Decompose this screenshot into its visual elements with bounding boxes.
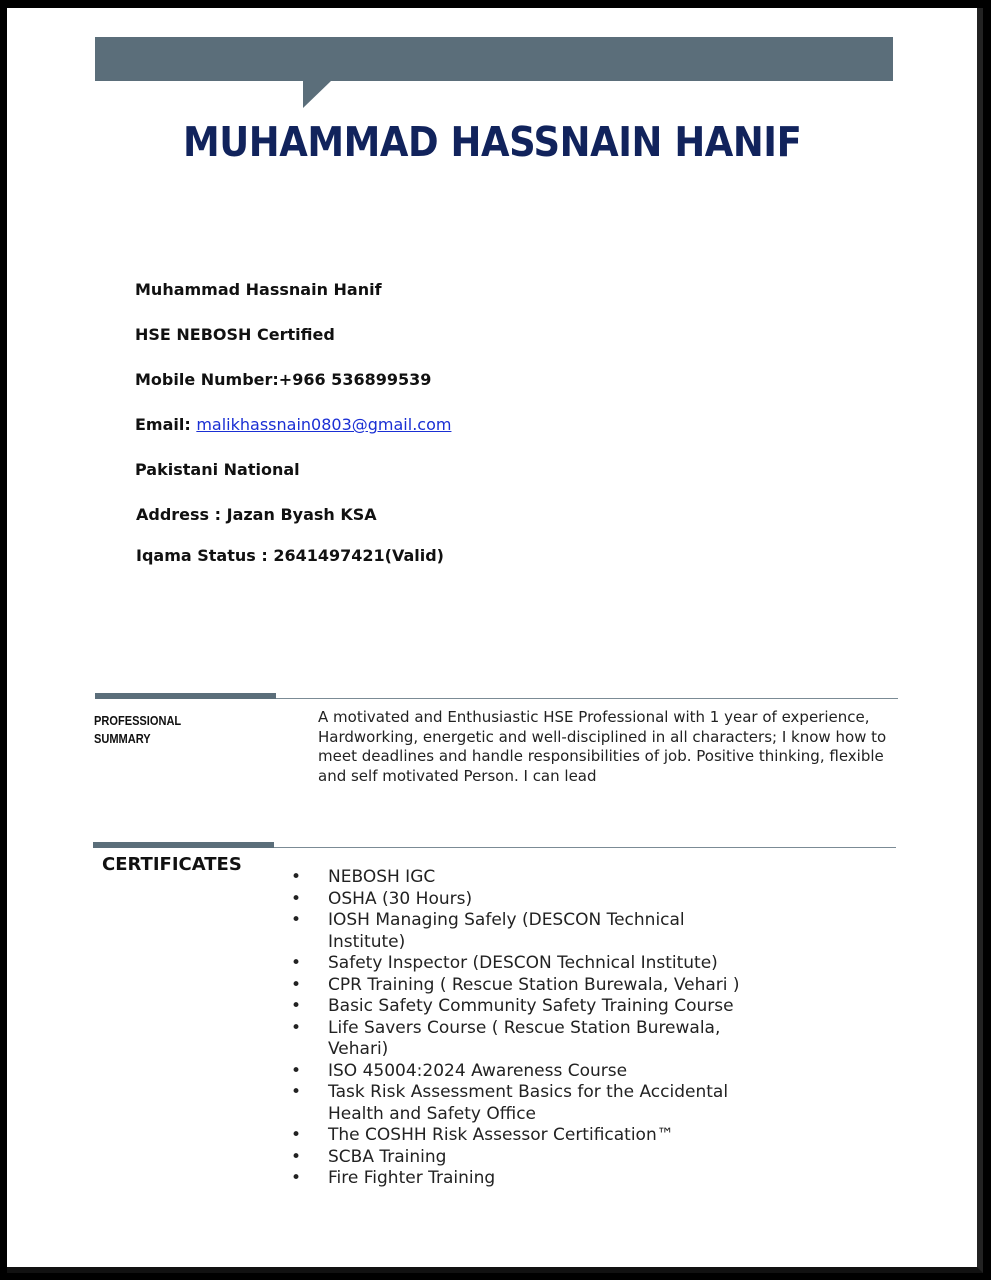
bullet-icon: • <box>290 1146 302 1167</box>
list-item <box>289 1082 759 1125</box>
certificate-label: The COSHH Risk Assessor Certification™ <box>328 1125 674 1145</box>
bullet-icon: • <box>290 1082 302 1102</box>
list-item <box>289 1147 759 1169</box>
list-item <box>289 1061 759 1083</box>
resume-page <box>7 8 983 1273</box>
certificate-label: NEBOSH IGC <box>328 867 436 887</box>
bullet-icon: • <box>290 1125 302 1145</box>
list-item <box>289 953 759 975</box>
certificate-label: OSHA (30 Hours) <box>328 888 473 909</box>
header-banner <box>95 37 893 81</box>
contact-email-label: Email: <box>135 415 191 434</box>
summary-divider-thin <box>276 698 898 699</box>
bullet-icon: • <box>290 953 302 973</box>
certificate-label: Fire Fighter Training <box>328 1168 496 1188</box>
list-item <box>289 1018 759 1061</box>
certificate-label: Life Savers Course ( Rescue Station Burewala, Vehari) <box>328 1017 721 1059</box>
bullet-icon: • <box>290 974 302 995</box>
list-item <box>289 867 759 889</box>
contact-mobile: Mobile Number:+966 536899539 <box>135 370 432 389</box>
list-item <box>289 975 759 997</box>
certificates-divider-thin <box>274 847 896 848</box>
certificate-label: Basic Safety Community Safety Training Course <box>328 996 734 1016</box>
certificate-label: SCBA Training <box>328 1146 447 1167</box>
bullet-icon: • <box>290 1168 302 1188</box>
certificate-label: IOSH Managing Safely (DESCON Technical Institute) <box>328 910 685 952</box>
summary-heading <box>94 712 181 748</box>
contact-name: Muhammad Hassnain Hanif <box>135 280 382 299</box>
list-item <box>289 996 759 1018</box>
contact-email-link[interactable]: malikhassnain0803@gmail.com <box>196 415 452 434</box>
summary-divider-thick <box>95 693 276 699</box>
bullet-icon: • <box>290 996 302 1016</box>
list-item <box>289 910 759 953</box>
contact-certification: HSE NEBOSH Certified <box>135 325 335 344</box>
contact-nationality: Pakistani National <box>135 460 300 479</box>
contact-address: Address : Jazan Byash KSA <box>136 505 377 524</box>
contact-iqama: Iqama Status : 2641497421(Valid) <box>136 546 444 565</box>
bullet-icon: • <box>290 888 302 909</box>
bullet-icon: • <box>290 1060 302 1081</box>
contact-email-row <box>135 415 451 434</box>
page-title: MUHAMMAD HASSNAIN HANIF <box>183 118 802 166</box>
summary-heading-line1: PROFESSIONAL <box>94 713 182 728</box>
header-banner-pointer <box>303 81 331 108</box>
certificate-label: Safety Inspector (DESCON Technical Institute) <box>328 953 718 973</box>
bullet-icon: • <box>290 867 302 887</box>
certificate-label: Task Risk Assessment Basics for the Accidental Health and Safety Office <box>328 1082 729 1124</box>
certificates-divider-thick <box>93 842 274 848</box>
summary-heading-line2: SUMMARY <box>94 731 151 746</box>
summary-text: A motivated and Enthusiastic HSE Professional with 1 year of experience, Hardworking, energetic and well-disciplined in all characters; I know how to meet deadlines and handle responsibilities of job. Positive thinking, flexible and self motivated Person. I can lead <box>318 708 887 785</box>
list-item <box>289 889 759 911</box>
certificates-heading: CERTIFICATES <box>102 854 242 875</box>
certificate-label: CPR Training ( Rescue Station Burewala, Vehari ) <box>328 974 740 995</box>
bullet-icon: • <box>290 1017 302 1038</box>
certificates-list <box>289 867 759 1190</box>
list-item <box>289 1125 759 1147</box>
certificate-label: ISO 45004:2024 Awareness Course <box>328 1060 628 1081</box>
bullet-icon: • <box>290 910 302 930</box>
list-item <box>289 1168 759 1190</box>
